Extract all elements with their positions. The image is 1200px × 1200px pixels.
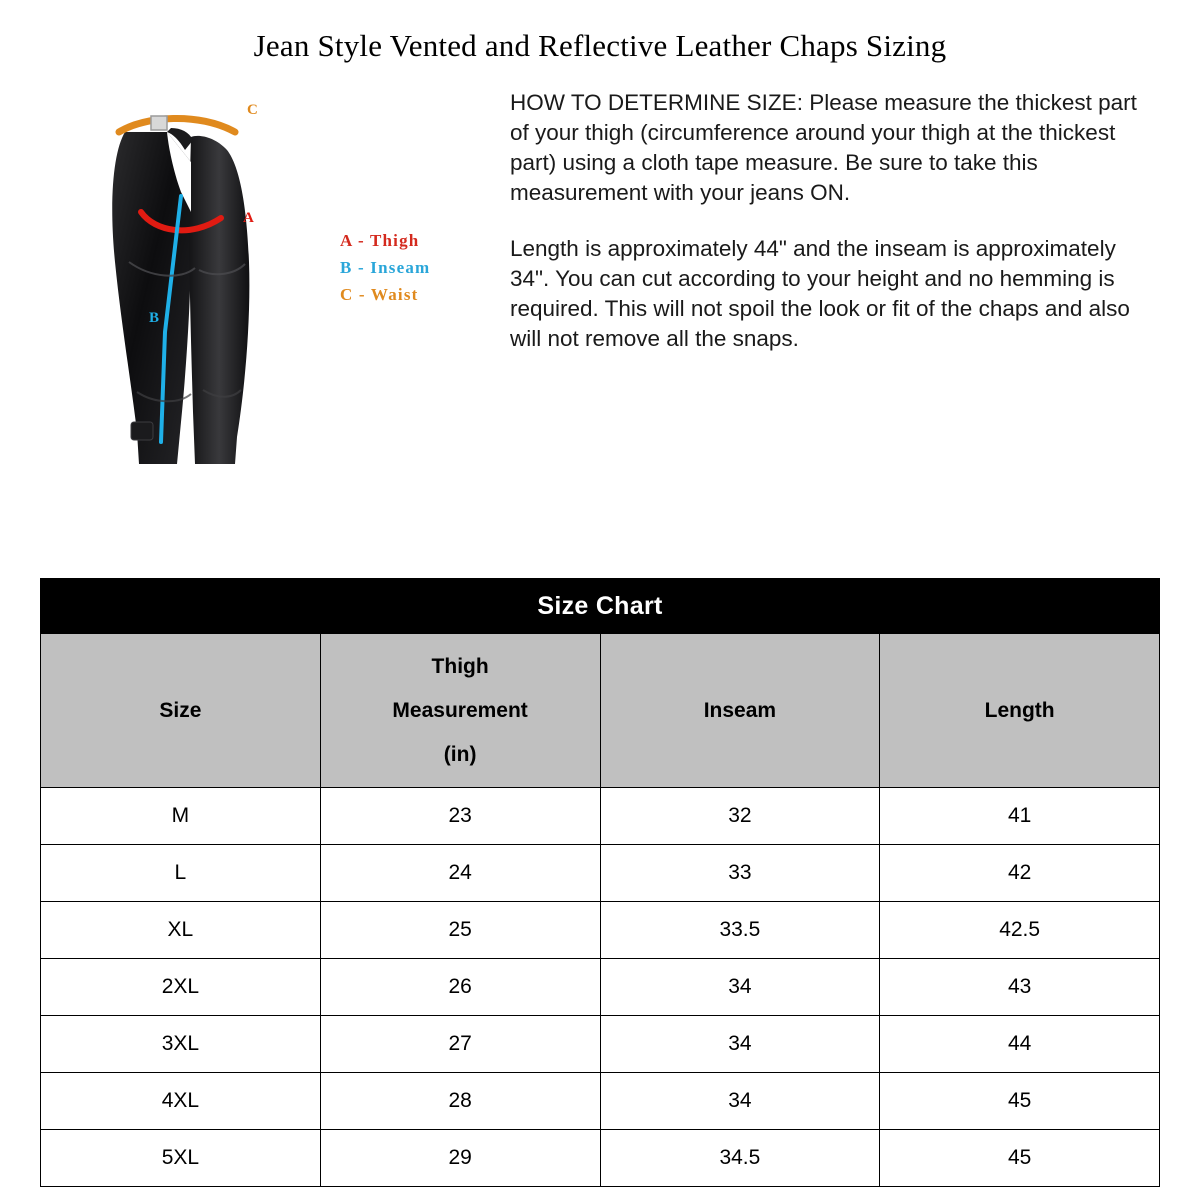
- table-row: [41, 1016, 1160, 1073]
- cell-length: 41: [880, 788, 1160, 845]
- size-chart-header-row: [41, 634, 1160, 788]
- column-header-length: Length: [880, 634, 1160, 788]
- size-chart-section: [40, 578, 1160, 1187]
- cell-thigh: 26: [320, 959, 600, 1016]
- cell-length: 45: [880, 1073, 1160, 1130]
- top-section: [0, 64, 1200, 482]
- instructions-column: [500, 82, 1160, 354]
- chaps-illustration: [95, 92, 315, 482]
- legend-item-inseam: B - Inseam: [340, 258, 431, 277]
- table-row: [41, 1130, 1160, 1187]
- legend-item-thigh: A - Thigh: [340, 231, 420, 250]
- size-chart-table: [40, 578, 1160, 1187]
- cell-size: 4XL: [41, 1073, 321, 1130]
- table-row: [41, 1073, 1160, 1130]
- size-chart-body: [41, 788, 1160, 1187]
- label-a-thigh: A: [243, 210, 254, 226]
- cell-inseam: 34: [600, 1016, 880, 1073]
- cell-size: M: [41, 788, 321, 845]
- cell-size: XL: [41, 902, 321, 959]
- size-chart-title-row: [41, 579, 1160, 634]
- cell-size: 3XL: [41, 1016, 321, 1073]
- how-to-determine-size-text: HOW TO DETERMINE SIZE: Please measure the thickest part of your thigh (circumference around your thigh at the thickest part) using a cloth tape measure. Be sure to take this measurement with your jeans ON.: [510, 90, 1137, 205]
- column-header-thigh: [320, 634, 600, 788]
- label-c-waist: C: [247, 102, 258, 118]
- cell-inseam: 33.5: [600, 902, 880, 959]
- cell-thigh: 28: [320, 1073, 600, 1130]
- cell-thigh: 23: [320, 788, 600, 845]
- cell-inseam: 34.5: [600, 1130, 880, 1187]
- table-row: [41, 845, 1160, 902]
- cell-length: 42: [880, 845, 1160, 902]
- table-row: [41, 788, 1160, 845]
- cell-inseam: 34: [600, 959, 880, 1016]
- column-header-thigh-line2: Measurement: [392, 698, 528, 722]
- column-header-thigh-line1: Thigh: [431, 654, 489, 678]
- cell-length: 45: [880, 1130, 1160, 1187]
- cell-length: 43: [880, 959, 1160, 1016]
- cell-thigh: 24: [320, 845, 600, 902]
- cell-inseam: 33: [600, 845, 880, 902]
- legend-item-waist: C - Waist: [340, 285, 419, 304]
- cell-size: L: [41, 845, 321, 902]
- cell-inseam: 32: [600, 788, 880, 845]
- table-row: [41, 902, 1160, 959]
- cell-length: 44: [880, 1016, 1160, 1073]
- column-header-size: Size: [41, 634, 321, 788]
- column-header-thigh-line3: (in): [443, 742, 477, 766]
- label-b-inseam: B: [149, 310, 160, 326]
- cell-inseam: 34: [600, 1073, 880, 1130]
- cell-size: 2XL: [41, 959, 321, 1016]
- length-and-inseam-text: Length is approximately 44" and the inseam is approximately 34". You can cut according to your height and no hemming is required. This will not spoil the look or fit of the chaps and also will not remove all the snaps.: [510, 236, 1130, 351]
- figure-column: [40, 82, 500, 482]
- measurement-legend: [340, 227, 430, 308]
- cell-thigh: 25: [320, 902, 600, 959]
- cell-thigh: 27: [320, 1016, 600, 1073]
- column-header-inseam: Inseam: [600, 634, 880, 788]
- page-title: Jean Style Vented and Reflective Leather Chaps Sizing: [253, 28, 947, 63]
- cell-size: 5XL: [41, 1130, 321, 1187]
- cell-length: 42.5: [880, 902, 1160, 959]
- table-row: [41, 959, 1160, 1016]
- cell-thigh: 29: [320, 1130, 600, 1187]
- size-chart-title: Size Chart: [41, 579, 1160, 634]
